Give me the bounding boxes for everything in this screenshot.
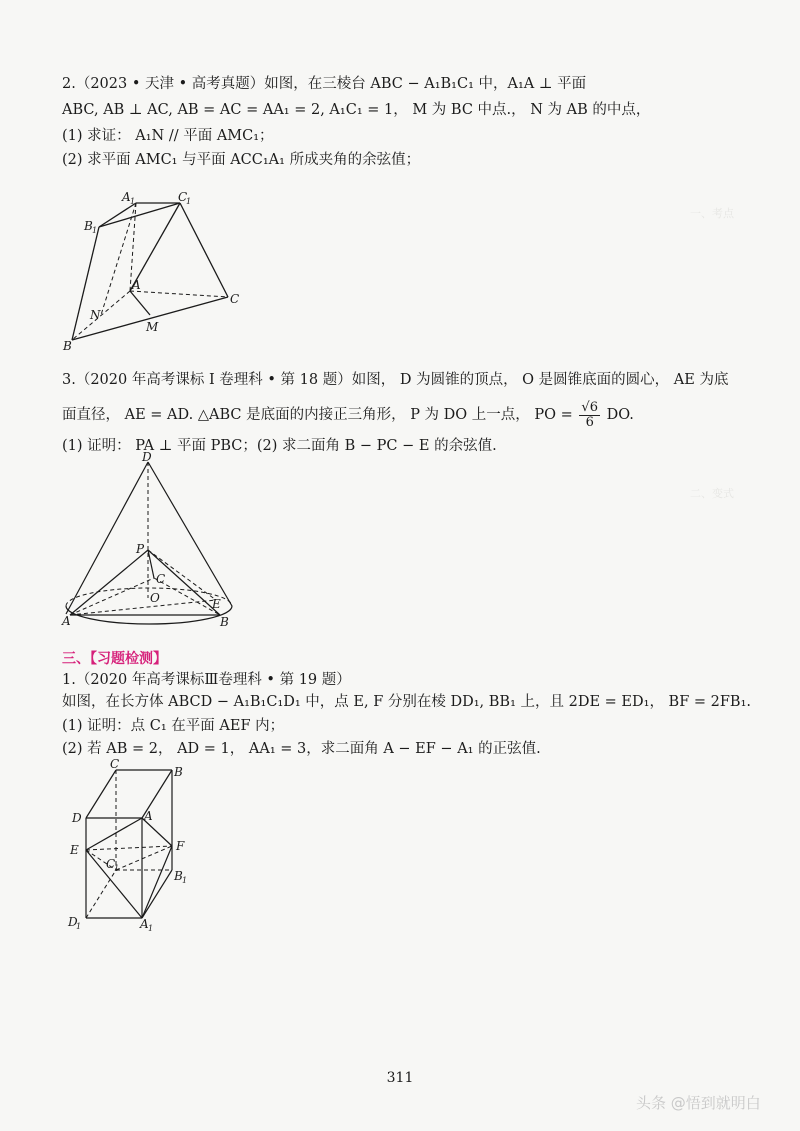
problem2-part1: (1) 求证： A₁N // 平面 AMC₁； [62,128,274,144]
problem2-line2: ABC, AB ⊥ AC, AB = AC = AA₁ = 2, A₁C₁ = 1， M 为 BC 中点.， N 为 AB 的中点， [62,102,651,118]
fraction-denominator: 6 [585,414,594,430]
label-b1: B [84,219,93,233]
segment-pa [70,550,148,615]
label-a1: A [122,190,131,204]
cone-edge-da [66,462,148,614]
label-c1-sub: 1 [114,864,120,873]
problem3-line2-text: 面直径， AE = AD. △ABC 是底面的内接正三角形， P 为 DO 上一点， PO = [62,407,573,423]
label-c1: C [106,857,116,871]
problem4-line2: 如图，在长方体 ABCD − A₁B₁C₁D₁ 中，点 E, F 分别在棱 DD₁, BB₁ 上，且 2DE = ED₁， BF = 2FB₁. [62,694,751,710]
edge-am [130,291,150,315]
problem2-line1: 2.（2023 • 天津 • 高考真题）如图，在三棱台 ABC − A₁B₁C₁ 中，A₁A ⊥ 平面 [62,76,587,92]
label-b1: B [174,869,183,883]
edge-d1c1-hidden [86,870,116,918]
label-d: D [72,811,82,825]
label-b1-sub: 1 [182,876,188,885]
watermark: 头条 @悟到就明白 [636,1094,761,1112]
label-a1-sub: 1 [148,924,154,933]
problem3-line1: 3.（2020 年高考课标 I 卷理科 • 第 18 题）如图， D 为圆锥的顶点， O 是圆锥底面的圆心， AE 为底 [62,372,729,388]
show-through-text: 二、变式 [690,487,734,500]
label-c: C [110,758,120,771]
label-d1-sub: 1 [76,922,82,931]
page-number: 311 [386,1070,414,1086]
label-a: A [132,278,141,292]
label-b: B [220,615,229,629]
label-d1: D [68,915,78,929]
problem4-line1: 1.（2020 年高考课标Ⅲ卷理科 • 第 19 题） [62,672,351,688]
segment-fa1 [142,846,172,918]
edge-b1b [72,227,99,340]
problem3-line2-end: DO. [606,407,634,423]
label-e: E [70,843,79,857]
show-through-text: 一、考点 [690,207,734,220]
problem3-line2 [62,398,634,432]
segment-ae [70,600,216,615]
edge-b1a1 [99,203,136,227]
label-c: C [230,292,240,306]
label-o: O [150,591,160,605]
label-a: A [62,614,71,628]
label-c1: C [178,190,188,204]
label-a: A [144,809,153,823]
edge-a1b1 [142,870,172,918]
label-a1: A [140,917,149,931]
problem2-part2: (2) 求平面 AMC₁ 与平面 ACC₁A₁ 所成夹角的余弦值； [62,152,421,168]
label-p: P [136,542,145,556]
label-n: N [90,308,101,322]
segment-ef-hidden [86,846,172,850]
label-b: B [63,339,72,353]
label-c: C [156,572,166,586]
section-title: 三、【习题检测】 [62,651,167,667]
edge-c1c [180,203,228,297]
segment-ea [86,818,142,850]
label-d: D [142,450,152,464]
label-f: F [176,839,185,853]
edge-ac-hidden [130,291,228,297]
label-c1-sub: 1 [186,197,192,206]
cone-figure [56,450,246,630]
problem3-parts: (1) 证明： PA ⊥ 平面 PBC；(2) 求二面角 B − PC − E 的余弦值. [62,438,497,454]
edge-dc [86,770,116,818]
label-e: E [212,597,221,611]
fraction-numerator: √6 [581,399,598,415]
problem4-part1: (1) 证明：点 C₁ 在平面 AEF 内； [62,718,285,734]
label-a1-sub: 1 [130,197,136,206]
label-b: B [174,765,183,779]
fraction-sqrt6-over-6 [579,401,600,430]
edge-a1n-hidden [101,203,136,315]
label-b1-sub: 1 [92,226,98,235]
problem4-part2: (2) 若 AB = 2， AD = 1， AA₁ = 3，求二面角 A − EF − A₁ 的正弦值. [62,741,541,757]
frustum-figure [60,185,260,355]
cuboid-figure [60,758,210,933]
label-m: M [146,320,159,334]
